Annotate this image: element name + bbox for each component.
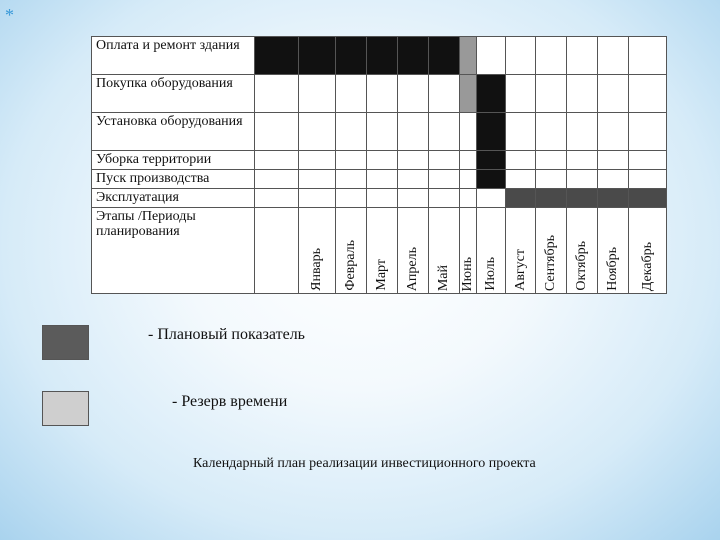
gantt-table xyxy=(91,36,667,294)
period-cell xyxy=(567,189,598,208)
legend-plan-swatch xyxy=(42,325,89,360)
month-label: Январь xyxy=(309,248,324,291)
stage-label: Установка оборудования xyxy=(92,113,255,151)
stage-label: Эксплуатация xyxy=(92,189,255,208)
month-cell xyxy=(536,208,567,294)
period-cell xyxy=(299,113,336,151)
asterisk-decoration: * xyxy=(5,5,14,25)
month-cell xyxy=(506,208,536,294)
period-cell xyxy=(629,37,667,75)
period-cell xyxy=(629,189,667,208)
period-cell xyxy=(536,113,567,151)
month-label: Август xyxy=(512,249,528,291)
month-cell xyxy=(336,208,367,294)
period-cell xyxy=(398,151,429,170)
period-cell xyxy=(477,170,506,189)
period-cell xyxy=(367,151,398,170)
period-cell xyxy=(598,75,629,113)
period-cell xyxy=(477,189,506,208)
period-cell xyxy=(299,189,336,208)
period-cell xyxy=(629,113,667,151)
period-cell xyxy=(598,37,629,75)
month-label: Ноябрь xyxy=(605,247,620,291)
period-cell xyxy=(367,113,398,151)
period-cell xyxy=(506,37,536,75)
month-cell xyxy=(398,208,429,294)
period-cell xyxy=(398,113,429,151)
period-cell xyxy=(477,151,506,170)
period-cell xyxy=(336,189,367,208)
month-label: Октябрь xyxy=(574,241,589,291)
period-cell xyxy=(255,75,299,113)
period-cell xyxy=(536,75,567,113)
period-cell xyxy=(506,151,536,170)
month-label: Сентябрь xyxy=(543,234,558,291)
period-cell xyxy=(367,37,398,75)
period-cell xyxy=(506,189,536,208)
period-cell xyxy=(460,189,477,208)
period-cell xyxy=(429,75,460,113)
month-cell xyxy=(299,208,336,294)
period-cell xyxy=(629,170,667,189)
month-label: Март xyxy=(374,259,389,291)
stage-row xyxy=(92,151,667,170)
month-cell xyxy=(629,208,667,294)
period-cell xyxy=(255,113,299,151)
period-cell xyxy=(460,37,477,75)
period-cell xyxy=(336,37,367,75)
period-cell xyxy=(299,151,336,170)
stage-row xyxy=(92,37,667,75)
period-cell xyxy=(567,75,598,113)
stage-label: Оплата и ремонт здания xyxy=(92,37,255,75)
period-cell xyxy=(255,151,299,170)
stage-row xyxy=(92,113,667,151)
period-cell xyxy=(336,113,367,151)
month-cell xyxy=(429,208,460,294)
month-label: Июнь xyxy=(460,256,475,291)
period-cell xyxy=(477,37,506,75)
period-cell xyxy=(598,113,629,151)
spacer-cell xyxy=(255,208,299,294)
month-label: Апрель xyxy=(405,246,420,291)
period-cell xyxy=(367,170,398,189)
month-label: Декабрь xyxy=(639,241,655,291)
period-cell xyxy=(567,170,598,189)
period-cell xyxy=(336,170,367,189)
stage-row xyxy=(92,75,667,113)
period-cell xyxy=(629,75,667,113)
period-cell xyxy=(598,151,629,170)
period-cell xyxy=(299,75,336,113)
legend-reserve-label: - Резерв времени xyxy=(172,393,288,410)
month-cell xyxy=(367,208,398,294)
period-cell xyxy=(460,151,477,170)
month-cell xyxy=(598,208,629,294)
month-cell xyxy=(460,208,477,294)
period-cell xyxy=(460,170,477,189)
period-cell xyxy=(429,151,460,170)
period-cell xyxy=(460,113,477,151)
period-cell xyxy=(398,189,429,208)
month-label: Февраль xyxy=(343,240,358,291)
stage-label: Пуск производства xyxy=(92,170,255,189)
period-cell xyxy=(477,113,506,151)
month-label: Май xyxy=(436,264,451,291)
period-cell xyxy=(255,170,299,189)
stage-row xyxy=(92,170,667,189)
period-cell xyxy=(255,189,299,208)
period-cell xyxy=(477,75,506,113)
periods-header: Этапы /Периоды планирования xyxy=(92,208,255,294)
period-cell xyxy=(506,170,536,189)
header-row xyxy=(92,208,667,294)
period-cell xyxy=(255,37,299,75)
period-cell xyxy=(398,37,429,75)
period-cell xyxy=(536,37,567,75)
caption: Календарный план реализации инвестиционного проекта xyxy=(193,456,536,471)
period-cell xyxy=(598,170,629,189)
period-cell xyxy=(367,189,398,208)
period-cell xyxy=(336,75,367,113)
month-cell xyxy=(477,208,506,294)
period-cell xyxy=(398,75,429,113)
stage-label: Уборка территории xyxy=(92,151,255,170)
period-cell xyxy=(398,170,429,189)
period-cell xyxy=(429,37,460,75)
period-cell xyxy=(567,37,598,75)
period-cell xyxy=(429,189,460,208)
period-cell xyxy=(429,113,460,151)
period-cell xyxy=(536,189,567,208)
stage-row xyxy=(92,189,667,208)
stage-label: Покупка оборудования xyxy=(92,75,255,113)
period-cell xyxy=(336,151,367,170)
period-cell xyxy=(629,151,667,170)
period-cell xyxy=(506,75,536,113)
period-cell xyxy=(598,189,629,208)
period-cell xyxy=(506,113,536,151)
period-cell xyxy=(536,170,567,189)
period-cell xyxy=(299,170,336,189)
month-cell xyxy=(567,208,598,294)
period-cell xyxy=(429,170,460,189)
month-label: Июль xyxy=(483,257,498,291)
period-cell xyxy=(460,75,477,113)
legend-plan-label: - Плановый показатель xyxy=(148,326,305,343)
period-cell xyxy=(536,151,567,170)
period-cell xyxy=(299,37,336,75)
period-cell xyxy=(567,113,598,151)
period-cell xyxy=(367,75,398,113)
period-cell xyxy=(567,151,598,170)
legend-reserve-swatch xyxy=(42,391,89,426)
